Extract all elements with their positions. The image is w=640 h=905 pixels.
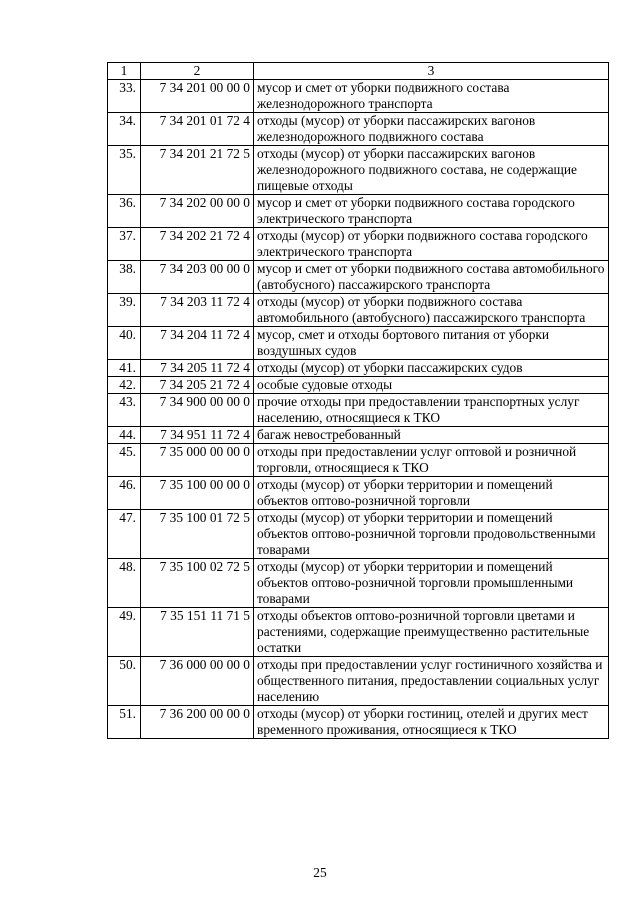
row-code: 7 34 203 00 00 0 <box>141 261 254 294</box>
table-row <box>108 444 609 477</box>
table-row <box>108 608 609 657</box>
table-header-row <box>108 63 609 80</box>
table-row <box>108 228 609 261</box>
row-name: мусор и смет от уборки подвижного состава автомобильного (автобусного) пассажирского транспорта <box>254 261 609 294</box>
table-row <box>108 559 609 608</box>
table-row <box>108 261 609 294</box>
row-name: особые судовые отходы <box>254 377 609 394</box>
row-name: мусор и смет от уборки подвижного состава городского электрического транспорта <box>254 195 609 228</box>
table-row <box>108 477 609 510</box>
table-row <box>108 294 609 327</box>
row-number: 50. <box>108 657 141 706</box>
row-number: 46. <box>108 477 141 510</box>
header-col-1: 1 <box>108 63 141 80</box>
row-name: мусор, смет и отходы бортового питания от уборки воздушных судов <box>254 327 609 360</box>
row-name: отходы (мусор) от уборки территории и помещений объектов оптово-розничной торговли <box>254 477 609 510</box>
header-col-3: 3 <box>254 63 609 80</box>
row-number: 37. <box>108 228 141 261</box>
table-row <box>108 510 609 559</box>
waste-classifier-table <box>107 62 609 739</box>
row-code: 7 34 203 11 72 4 <box>141 294 254 327</box>
row-code: 7 36 200 00 00 0 <box>141 706 254 739</box>
table-row <box>108 327 609 360</box>
row-code: 7 35 100 02 72 5 <box>141 559 254 608</box>
table-row <box>108 146 609 195</box>
row-name: отходы (мусор) от уборки гостиниц, отелей и других мест временного проживания, относящиеся к ТКО <box>254 706 609 739</box>
row-code: 7 34 205 21 72 4 <box>141 377 254 394</box>
row-code: 7 34 201 01 72 4 <box>141 113 254 146</box>
row-name: отходы (мусор) от уборки территории и помещений объектов оптово-розничной торговли промышленными товарами <box>254 559 609 608</box>
row-number: 38. <box>108 261 141 294</box>
row-number: 51. <box>108 706 141 739</box>
row-code: 7 35 151 11 71 5 <box>141 608 254 657</box>
table-row <box>108 394 609 427</box>
table-row <box>108 706 609 739</box>
row-code: 7 34 951 11 72 4 <box>141 427 254 444</box>
row-name: отходы при предоставлении услуг гостиничного хозяйства и общественного питания, предоставлении социальных услуг населению <box>254 657 609 706</box>
row-name: отходы (мусор) от уборки подвижного состава автомобильного (автобусного) пассажирского транспорта <box>254 294 609 327</box>
row-code: 7 35 100 00 00 0 <box>141 477 254 510</box>
row-name: отходы (мусор) от уборки пассажирских судов <box>254 360 609 377</box>
row-name: отходы (мусор) от уборки пассажирских вагонов железнодорожного подвижного состава <box>254 113 609 146</box>
row-name: мусор и смет от уборки подвижного состава железнодорожного транспорта <box>254 80 609 113</box>
row-number: 45. <box>108 444 141 477</box>
row-number: 33. <box>108 80 141 113</box>
row-code: 7 34 900 00 00 0 <box>141 394 254 427</box>
row-code: 7 34 201 21 72 5 <box>141 146 254 195</box>
row-name: отходы (мусор) от уборки подвижного состава городского электрического транспорта <box>254 228 609 261</box>
table-row <box>108 195 609 228</box>
row-name: отходы при предоставлении услуг оптовой и розничной торговли, относящиеся к ТКО <box>254 444 609 477</box>
table-row <box>108 657 609 706</box>
row-code: 7 34 204 11 72 4 <box>141 327 254 360</box>
row-number: 34. <box>108 113 141 146</box>
row-number: 47. <box>108 510 141 559</box>
row-number: 44. <box>108 427 141 444</box>
row-number: 40. <box>108 327 141 360</box>
row-code: 7 34 202 21 72 4 <box>141 228 254 261</box>
table-body <box>108 80 609 739</box>
page-number: 25 <box>313 865 327 880</box>
row-code: 7 36 000 00 00 0 <box>141 657 254 706</box>
header-col-2: 2 <box>141 63 254 80</box>
row-number: 49. <box>108 608 141 657</box>
row-code: 7 34 202 00 00 0 <box>141 195 254 228</box>
row-number: 35. <box>108 146 141 195</box>
table-row <box>108 427 609 444</box>
row-name: отходы (мусор) от уборки территории и помещений объектов оптово-розничной торговли продовольственными товарами <box>254 510 609 559</box>
row-name: багаж невостребованный <box>254 427 609 444</box>
row-name: отходы объектов оптово-розничной торговли цветами и растениями, содержащие преимущественно растительные остатки <box>254 608 609 657</box>
row-name: отходы (мусор) от уборки пассажирских вагонов железнодорожного подвижного состава, не содержащие пищевые отходы <box>254 146 609 195</box>
row-number: 41. <box>108 360 141 377</box>
table-row <box>108 80 609 113</box>
row-number: 39. <box>108 294 141 327</box>
row-code: 7 35 100 01 72 5 <box>141 510 254 559</box>
table-row <box>108 360 609 377</box>
row-number: 42. <box>108 377 141 394</box>
row-number: 43. <box>108 394 141 427</box>
row-number: 48. <box>108 559 141 608</box>
row-code: 7 34 205 11 72 4 <box>141 360 254 377</box>
row-code: 7 35 000 00 00 0 <box>141 444 254 477</box>
table-row <box>108 377 609 394</box>
row-code: 7 34 201 00 00 0 <box>141 80 254 113</box>
row-number: 36. <box>108 195 141 228</box>
row-name: прочие отходы при предоставлении транспортных услуг населению, относящиеся к ТКО <box>254 394 609 427</box>
table-row <box>108 113 609 146</box>
